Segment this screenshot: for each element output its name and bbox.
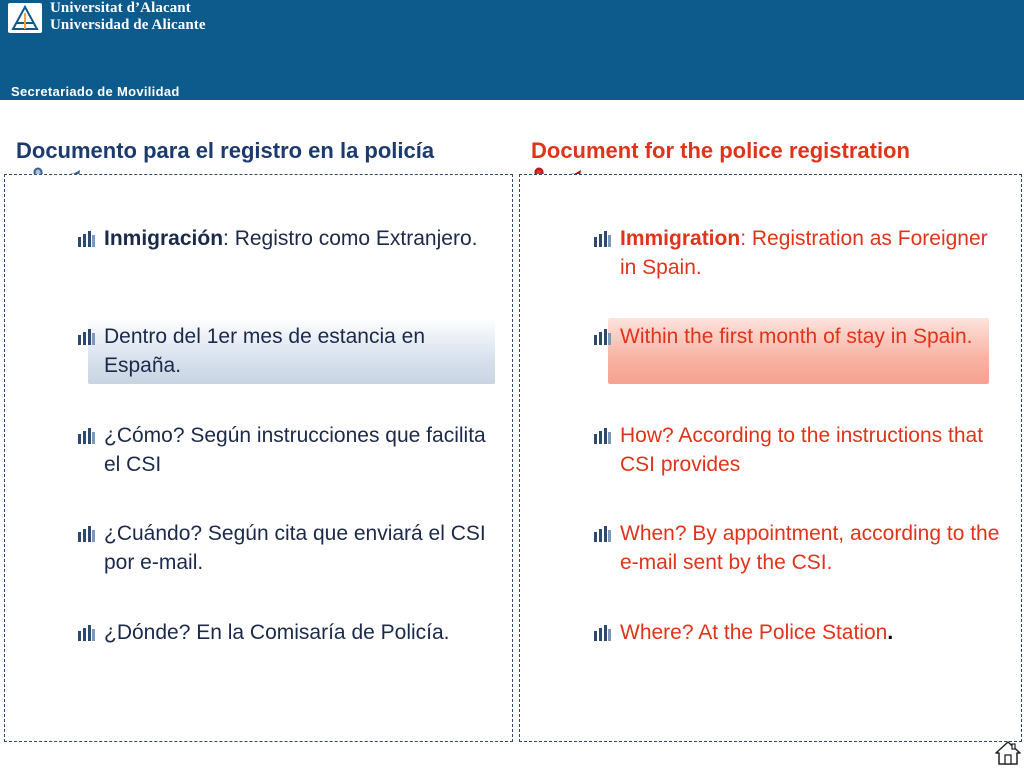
list-item	[104, 618, 494, 647]
item-text: : Registration as Foreigner in Spain.	[620, 227, 988, 279]
wave-bullet-icon	[78, 428, 96, 444]
list-item	[620, 224, 1000, 282]
item-text: ¿Cómo? Según instrucciones que facilita el CSI	[104, 424, 486, 476]
list-item	[104, 224, 494, 253]
item-text: When? By appointment, according to the e-mail sent by the CSI.	[620, 522, 1000, 574]
item-text: : Registro como Extranjero.	[223, 227, 478, 250]
list-item	[620, 618, 1000, 647]
wave-bullet-icon	[594, 329, 612, 345]
left-heading: Documento para el registro en la policía	[16, 138, 435, 163]
item-suffix: .	[887, 621, 894, 644]
item-text: ¿Cuándo? Según cita que enviará el CSI por e-mail.	[104, 522, 486, 574]
wave-bullet-icon	[78, 625, 96, 641]
item-text: How? According to the instructions that CSI provides	[620, 424, 984, 476]
item-text: Where? At the Police Station	[620, 621, 888, 644]
wave-bullet-icon	[594, 526, 612, 542]
university-logo-icon	[8, 3, 42, 33]
item-keyword: Immigration	[620, 227, 741, 250]
wave-bullet-icon	[78, 231, 96, 247]
header-band	[0, 0, 1024, 100]
list-item	[104, 322, 494, 380]
wave-bullet-icon	[78, 526, 96, 542]
list-item	[620, 421, 1000, 479]
list-item	[104, 519, 504, 577]
university-name-spanish: Universidad de Alicante	[50, 17, 206, 33]
list-item	[620, 322, 985, 351]
item-keyword: Inmigración	[104, 227, 224, 250]
department-name: Secretariado de Movilidad	[11, 84, 180, 99]
wave-bullet-icon	[594, 625, 612, 641]
home-icon[interactable]	[994, 740, 1022, 766]
item-text: Dentro del 1er mes de estancia en España.	[104, 325, 426, 377]
wave-bullet-icon	[594, 428, 612, 444]
item-text: ¿Dónde? En la Comisaría de Policía.	[104, 621, 450, 644]
list-item	[620, 519, 1000, 577]
wave-bullet-icon	[78, 329, 96, 345]
list-item	[104, 421, 494, 479]
item-text: Within the first month of stay in Spain.	[620, 325, 973, 348]
right-heading: Document for the police registration	[531, 138, 910, 163]
university-name-catalan: Universitat d’Alacant	[50, 0, 191, 16]
wave-bullet-icon	[594, 231, 612, 247]
